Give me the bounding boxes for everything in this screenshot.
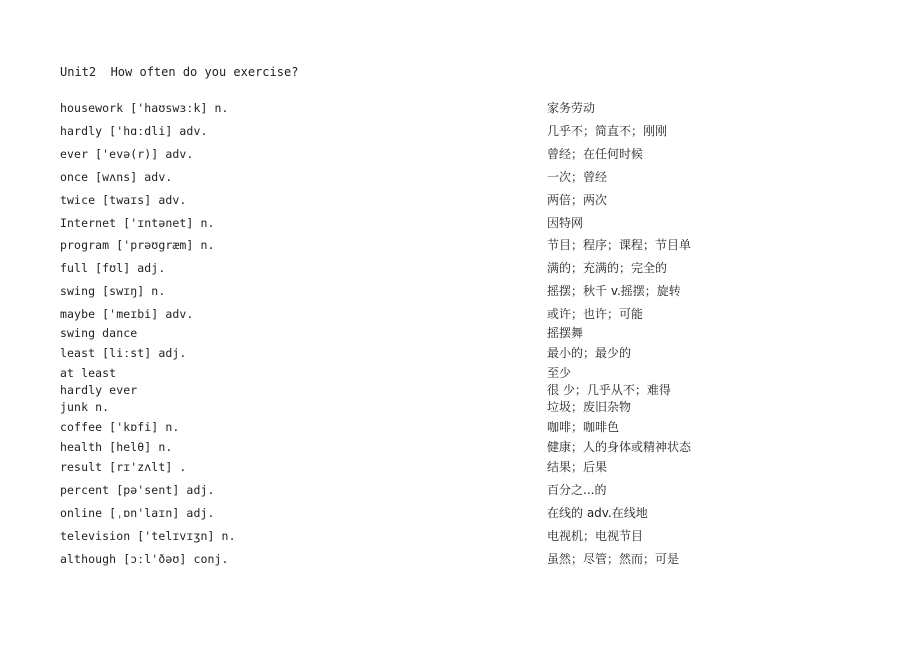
- vocab-meaning: 或许；也许；可能: [547, 307, 644, 321]
- vocab-word: once [wʌns] adv.: [60, 170, 173, 184]
- vocab-word: ever ['evə(r)] adv.: [60, 147, 194, 161]
- vocab-word: swing dance: [60, 326, 138, 340]
- list-item: [0, 146, 920, 162]
- list-item: [0, 169, 920, 185]
- vocab-word: health [helθ] n.: [60, 440, 173, 454]
- vocab-meaning: 百分之...的: [547, 483, 607, 497]
- vocab-meaning: 两倍；两次: [547, 193, 608, 207]
- vocab-word: maybe ['meɪbi] adv.: [60, 307, 194, 321]
- list-item: [0, 192, 920, 208]
- vocab-meaning: 很 少；几乎从不；难得: [547, 383, 671, 397]
- vocab-meaning: 最小的；最少的: [547, 346, 632, 360]
- list-item: [0, 325, 920, 341]
- vocab-meaning: 电视机；电视节目: [547, 529, 644, 543]
- vocab-word: swing [swɪŋ] n.: [60, 284, 166, 298]
- list-item: [0, 306, 920, 322]
- list-item: [0, 459, 920, 475]
- vocab-meaning: 垃圾；废旧杂物: [547, 400, 632, 414]
- list-item: [0, 439, 920, 455]
- list-item: [0, 399, 920, 415]
- vocab-word: percent [pə'sent] adj.: [60, 483, 215, 497]
- list-item: [0, 100, 920, 116]
- vocab-meaning: 在线的 adv.在线地: [547, 506, 648, 520]
- vocab-meaning: 咖啡；咖啡色: [547, 420, 620, 434]
- vocab-meaning: 一次；曾经: [547, 170, 608, 184]
- vocab-word: television ['telɪvɪʒn] n.: [60, 529, 236, 543]
- list-item: [0, 215, 920, 231]
- vocab-word: although [ɔːl'ðəʊ] conj.: [60, 552, 229, 566]
- vocab-word: coffee ['kɒfi] n.: [60, 420, 180, 434]
- vocab-meaning: 满的；充满的；完全的: [547, 261, 668, 275]
- list-item: [0, 551, 920, 567]
- vocab-meaning: 虽然；尽管；然而；可是: [547, 552, 680, 566]
- list-item: [0, 123, 920, 139]
- list-item: [0, 345, 920, 361]
- vocab-word: online [ˌɒn'laɪn] adj.: [60, 506, 215, 520]
- vocab-meaning: 摇摆；秋千 v.摇摆；旋转: [547, 284, 681, 298]
- vocab-word: twice [twaɪs] adv.: [60, 193, 187, 207]
- vocab-word: result [rɪ'zʌlt] .: [60, 460, 187, 474]
- vocab-word: junk n.: [60, 400, 110, 414]
- vocab-meaning: 摇摆舞: [547, 326, 584, 340]
- list-item: [0, 528, 920, 544]
- vocab-word: program ['prəʊgræm] n.: [60, 238, 215, 252]
- vocab-meaning: 曾经；在任何时候: [547, 147, 644, 161]
- vocab-meaning: 至少: [547, 366, 572, 380]
- list-item: [0, 365, 920, 381]
- list-item: [0, 237, 920, 253]
- vocab-meaning: 因特网: [547, 216, 584, 230]
- vocab-word: housework ['haʊswɜːk] n.: [60, 101, 229, 115]
- list-item: [0, 382, 920, 398]
- vocab-word: hardly ['hɑːdli] adv.: [60, 124, 208, 138]
- vocab-word: least [liːst] adj.: [60, 346, 187, 360]
- list-item: [0, 419, 920, 435]
- vocab-meaning: 健康；人的身体或精神状态: [547, 440, 692, 454]
- vocab-word: Internet ['ɪntənet] n.: [60, 216, 215, 230]
- list-item: [0, 260, 920, 276]
- vocab-word: hardly ever: [60, 383, 138, 397]
- page-title: Unit2 How often do you exercise?: [60, 65, 299, 79]
- list-item: [0, 505, 920, 521]
- list-item: [0, 283, 920, 299]
- vocab-meaning: 节目；程序；课程；节目单: [547, 238, 692, 252]
- vocab-word: at least: [60, 366, 117, 380]
- vocab-meaning: 家务劳动: [547, 101, 596, 115]
- list-item: [0, 482, 920, 498]
- vocab-meaning: 几乎不；简直不；刚刚: [547, 124, 668, 138]
- vocab-meaning: 结果；后果: [547, 460, 608, 474]
- vocab-word: full [fʊl] adj.: [60, 261, 166, 275]
